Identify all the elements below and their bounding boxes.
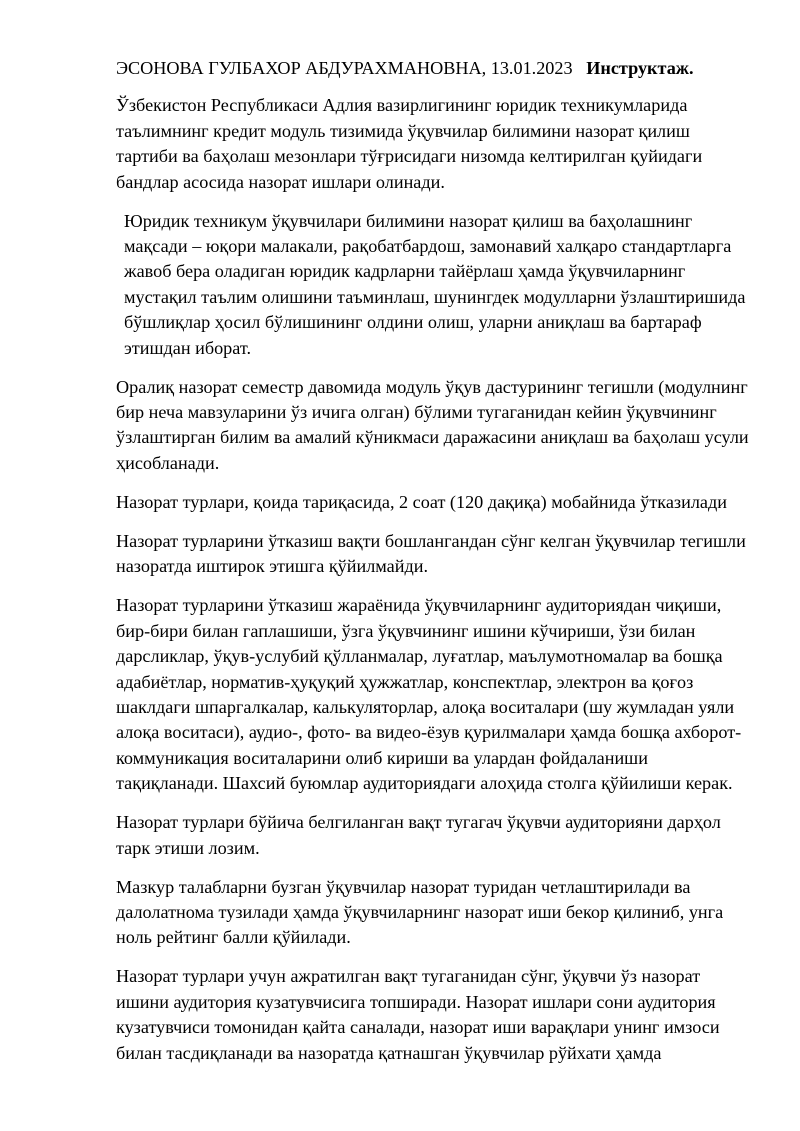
paragraph-2: Юридик техникум ўқувчилари билимини назорат қилиш ва баҳолашнинг мақсади – юқори малакали, рақобатбардош, замонавий халқаро стандартларга жавоб бера оладиган юридик кадрларни тайёрлаш ҳамда ўқувчиларнинг мустақил таълим олишини таъминлаш, шунингдек модулларни ўзлаштиришида бўшлиқлар ҳосил бўлишининг олдини олиш, уларни аниқлаш ва бартараф этишдан иборат.	[124, 210, 746, 358]
paragraph-8: Мазкур талабларни бузган ўқувчилар назорат туридан четлаштирилади ва далолатнома тузилади ҳамда ўқувчиларнинг назорат иши бекор қилиниб, унга ноль рейтинг балли қўйилади.	[116, 876, 724, 948]
paragraph-4: Назорат турлари, қоида тариқасида, 2 соат (120 дақиқа) мобайнида ўтказилади	[116, 491, 727, 512]
paragraph-1: Ўзбекистон Республикаси Адлия вазирлигининг юридик техникумларида таълимнинг кредит модуль тизимида ўқувчилар билимини назорат қилиш тартиби ва баҳолаш мезонлари тўғрисидаги низомда келтирилган қуйидаги бандлар асосида назорат ишлари олинади.	[116, 95, 703, 192]
paragraph-6: Назорат турларини ўтказиш жараёнида ўқувчиларнинг аудиториядан чиқиши, бир-бири билан гаплашиши, ўзга ўқувчининг ишини кўчириши, ўзи билан дарсликлар, ўқув-услубий қўлланмалар, луғатлар, маълумотномалар ва бошқа адабиётлар, норматив-ҳуқуқий ҳужжатлар, конспектлар, электрон ва қоғоз шаклдаги шпаргалкалар, калькуляторлар, алоқа воситалари (шу жумладан уяли алоқа воситаси), аудио-, фото- ва видео-ёзув қурилмалари ҳамда бошқа ахборот- коммуникация воситаларини олиб кириши ва улардан фойдаланиши тақиқланади. Шахсий буюмлар аудиториядаги алоҳида столга қўйилиши керак.	[116, 595, 742, 794]
author-and-date: ЭСОНОВА ГУЛБАХОР АБДУРАХМАНОВНА, 13.01.2023	[116, 58, 573, 78]
paragraph-9: Назорат турлари учун ажратилган вақт тугаганидан сўнг, ўқувчи ўз назорат ишини аудитория кузатувчисига топширади. Назорат ишлари сони аудитория кузатувчиси томонидан қайта саналади, назорат иши варақлари унинг имзоси билан тасдиқланади ва назоратда қатнашган ўқувчилар рўйхати ҳамда	[116, 966, 720, 1063]
paragraph-5: Назорат турларини ўтказиш вақти бошлангандан сўнг келган ўқувчилар тегишли назоратда иштирок этишга қўйилмайди.	[116, 530, 746, 577]
paragraph-7: Назорат турлари бўйича белгиланган вақт тугагач ўқувчи аудиторияни дарҳол тарк этиши лозим.	[116, 812, 721, 858]
document-header	[116, 56, 760, 81]
paragraph-3: Оралиқ назорат семестр давомида модуль ўқув дастурининг тегишли (модулнинг бир неча мавзуларини ўз ичига олган) бўлими тугаганидан кейин ўқувчининг ўзлаштирган билим ва амалий кўникмаси даражасини аниқлаш ва баҳолаш усули ҳисобланади.	[116, 376, 749, 473]
document-title: Инструктаж.	[586, 58, 694, 78]
